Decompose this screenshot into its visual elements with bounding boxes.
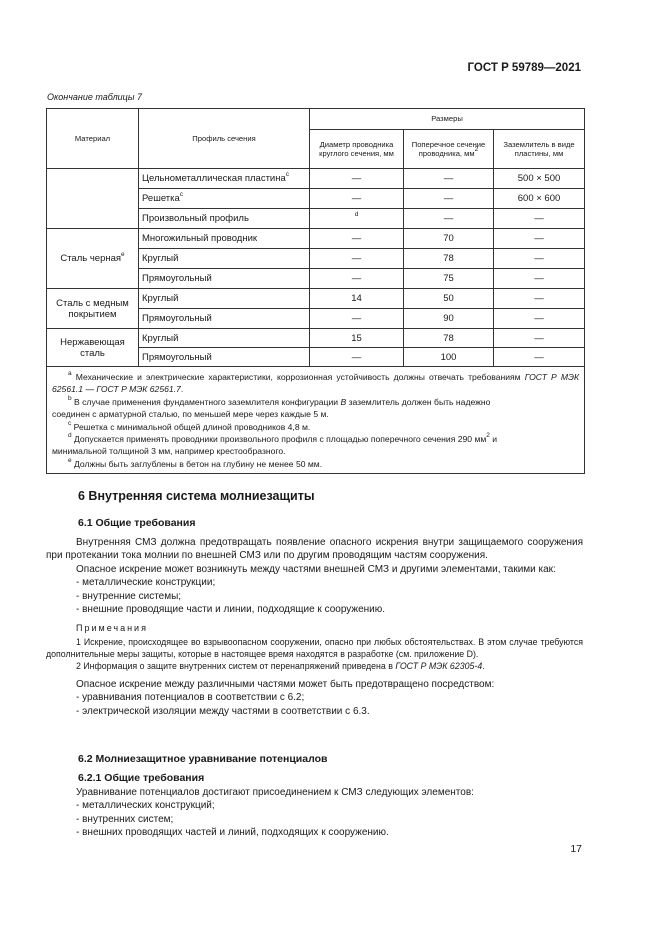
diameter-cell: — <box>310 169 404 189</box>
paragraph: Уравнивание потенциалов достигают присоединением к СМЗ следующих элементов: <box>76 787 474 798</box>
section-cell: 100 <box>404 348 494 367</box>
material-cell: Нержавеющая сталь <box>47 329 139 367</box>
footnote-mark: b <box>68 394 72 402</box>
footnote-mark: c <box>68 419 72 427</box>
section-6-title: 6 Внутренняя система молниезащиты <box>78 489 315 503</box>
list-item: - внутренних систем; <box>76 813 174 825</box>
footnote-text: Решетка с минимальной общей длиной проводников 4,8 м. <box>73 421 311 432</box>
col-header-plate: Заземлитель в виде пластины, мм <box>494 130 585 169</box>
standard-ref: ГОСТ Р МЭК 62561.1 — ГОСТ Р МЭК 62561.7 <box>52 372 580 395</box>
profile-cell <box>139 189 310 209</box>
material-cell: Сталь с медным покрытием <box>47 289 139 329</box>
footnote-text: и <box>492 434 498 445</box>
section-cell: — <box>404 169 494 189</box>
paragraph: Опасное искрение между различными частями может быть предотвращено посредством: <box>76 678 495 690</box>
diameter-cell: — <box>310 229 404 249</box>
section-6-1-body <box>46 536 583 718</box>
table-notes <box>47 367 585 474</box>
footnote-text: Должны быть заглублены в бетон на глубину не менее 50 мм. <box>74 458 323 469</box>
section-6-2-1-body <box>46 786 583 840</box>
table-row <box>47 289 585 309</box>
material-sup: e <box>121 250 125 258</box>
note-1: 1 Искрение, происходящее во взрывоопасном сооружении, опасно при любых обстоятельствах. В этом случае требуются дополнительные меры защиты, которые в настоящее время находятся в разработке (см. приложение D). <box>46 636 583 659</box>
profile-cell: Прямоугольный <box>139 348 310 367</box>
list-item: - внутренние системы; <box>76 590 182 602</box>
plate-cell: 600 × 600 <box>494 189 585 209</box>
plate-cell: — <box>494 348 585 367</box>
table-notes-row <box>47 367 585 474</box>
section-6-2-1-title: 6.2.1 Общие требования <box>78 772 205 784</box>
footnote-text: Механические и электрические характеристики, коррозионная устойчивость должны отвечать требованиям <box>75 372 521 382</box>
plate-cell: — <box>494 289 585 309</box>
list-item: - металлических конструкций; <box>76 800 215 812</box>
col-header-section <box>404 130 494 169</box>
profile-cell: Круглый <box>139 289 310 309</box>
section-cell: — <box>404 209 494 229</box>
footnote-sup: 2 <box>486 432 490 440</box>
profile-text: Решетка <box>142 193 180 204</box>
section-cell: 70 <box>404 229 494 249</box>
col-header-profile: Профиль сечения <box>139 109 310 169</box>
profile-text: Цельнометаллическая пластина <box>142 173 286 184</box>
footnote-text: Допускается применять проводники произвольного профиля с площадью поперечного сечения 290 мм <box>74 434 487 445</box>
diameter-cell: — <box>310 348 404 367</box>
list-item: - внешние проводящие части и линии, подходящие к сооружению. <box>76 604 386 616</box>
footnote-mark: a <box>68 370 72 378</box>
list-item: - металлические конструкции; <box>76 577 216 589</box>
section-cell: 78 <box>404 249 494 269</box>
standard-id: ГОСТ Р 59789—2021 <box>467 62 581 74</box>
profile-sup: c <box>285 170 290 178</box>
list-item: - электрической изоляции между частями в соответствии с 6.3. <box>76 705 370 717</box>
footnote-text: В случае применения фундаментного заземлителя конфигурации <box>74 396 339 407</box>
material-cell <box>47 229 139 289</box>
profile-cell <box>139 169 310 189</box>
footnote-d-cont: минимальной толщиной 3 мм, например крестообразного. <box>52 446 286 457</box>
notes-title: Примечания <box>76 623 148 634</box>
table-row <box>47 329 585 348</box>
page-number: 17 <box>570 843 582 855</box>
footnote-mark: d <box>68 432 72 440</box>
section-6-2-title: 6.2 Молниезащитное уравнивание потенциалов <box>78 753 328 765</box>
paragraph: Внутренняя СМЗ должна предотвращать появление опасного искрения внутри защищаемого сооружения при протекании тока молнии по внешней СМЗ или по другим проводящим частям сооружения. <box>46 537 583 562</box>
table-row <box>47 229 585 249</box>
diameter-cell: 15 <box>310 329 404 348</box>
footnote-e <box>52 458 579 470</box>
footnote-text: заземлитель должен быть надежно <box>348 396 491 407</box>
list-item: - внешних проводящих частей и линий, подходящих к сооружению. <box>76 827 389 839</box>
diameter-cell: — <box>310 309 404 329</box>
diameter-sup: d <box>354 210 359 218</box>
note-2: 2 Информация о защите внутренних систем от перенапряжений приведена в ГОСТ Р МЭК 62305-4. <box>76 660 485 671</box>
col-header-material: Материал <box>47 109 139 169</box>
footnote-c <box>52 421 579 433</box>
diameter-cell: 14 <box>310 289 404 309</box>
plate-cell: — <box>494 249 585 269</box>
diameter-cell: — <box>310 269 404 289</box>
table-row <box>47 169 585 189</box>
config-letter: В <box>340 396 347 407</box>
footnote-b <box>52 396 579 408</box>
section-cell: — <box>404 189 494 209</box>
section-header-text: Поперечное сечение проводника, мм <box>411 139 486 158</box>
footnote-b-cont: соединен с арматурной сталью, по меньшей мере через каждые 5 м. <box>52 409 329 420</box>
profile-sup: c <box>179 190 184 198</box>
footnote-mark: e <box>68 456 72 464</box>
plate-cell: — <box>494 269 585 289</box>
materials-table <box>46 108 585 474</box>
material-cell <box>47 169 139 229</box>
section-cell: 75 <box>404 269 494 289</box>
profile-cell: Круглый <box>139 329 310 348</box>
diameter-cell: — <box>310 249 404 269</box>
section-cell: 90 <box>404 309 494 329</box>
diameter-cell: — <box>310 189 404 209</box>
list-item: - уравнивания потенциалов в соответствии с 6.2; <box>76 692 305 704</box>
plate-cell: — <box>494 309 585 329</box>
table-caption: Окончание таблицы 7 <box>47 92 142 102</box>
profile-cell: Произвольный профиль <box>139 209 310 229</box>
profile-cell: Прямоугольный <box>139 269 310 289</box>
profile-cell: Круглый <box>139 249 310 269</box>
standard-ref: ГОСТ Р МЭК 62305-4 <box>395 660 483 671</box>
plate-cell: — <box>494 229 585 249</box>
section-6-1-title: 6.1 Общие требования <box>78 517 196 529</box>
footnote-a: $^a$ Механические и электрические характеристики, коррозионная устойчивость должны отвечать требованиям ГОСТ Р МЭК 62561.1 — ГОСТ Р МЭК 62561.7. <box>52 370 580 395</box>
col-header-diameter: Диаметр проводника круглого сечения, мм <box>310 130 404 169</box>
plate-cell: 500 × 500 <box>494 169 585 189</box>
footnote-d <box>52 433 579 445</box>
section-cell: 50 <box>404 289 494 309</box>
paragraph: Опасное искрение может возникнуть между частями внешней СМЗ и другими элементами, такими как: <box>76 563 556 575</box>
profile-cell: Многожильный проводник <box>139 229 310 249</box>
section-cell: 78 <box>404 329 494 348</box>
material-text: Сталь черная <box>60 253 122 264</box>
diameter-cell <box>310 209 404 229</box>
profile-cell: Прямоугольный <box>139 309 310 329</box>
plate-cell: — <box>494 209 585 229</box>
note-text: 2 Информация о защите внутренних систем от перенапряжений приведена в <box>76 660 393 671</box>
col-header-dimensions: Размеры <box>310 109 585 130</box>
section-header-sup: 2 <box>474 146 479 154</box>
plate-cell: — <box>494 329 585 348</box>
